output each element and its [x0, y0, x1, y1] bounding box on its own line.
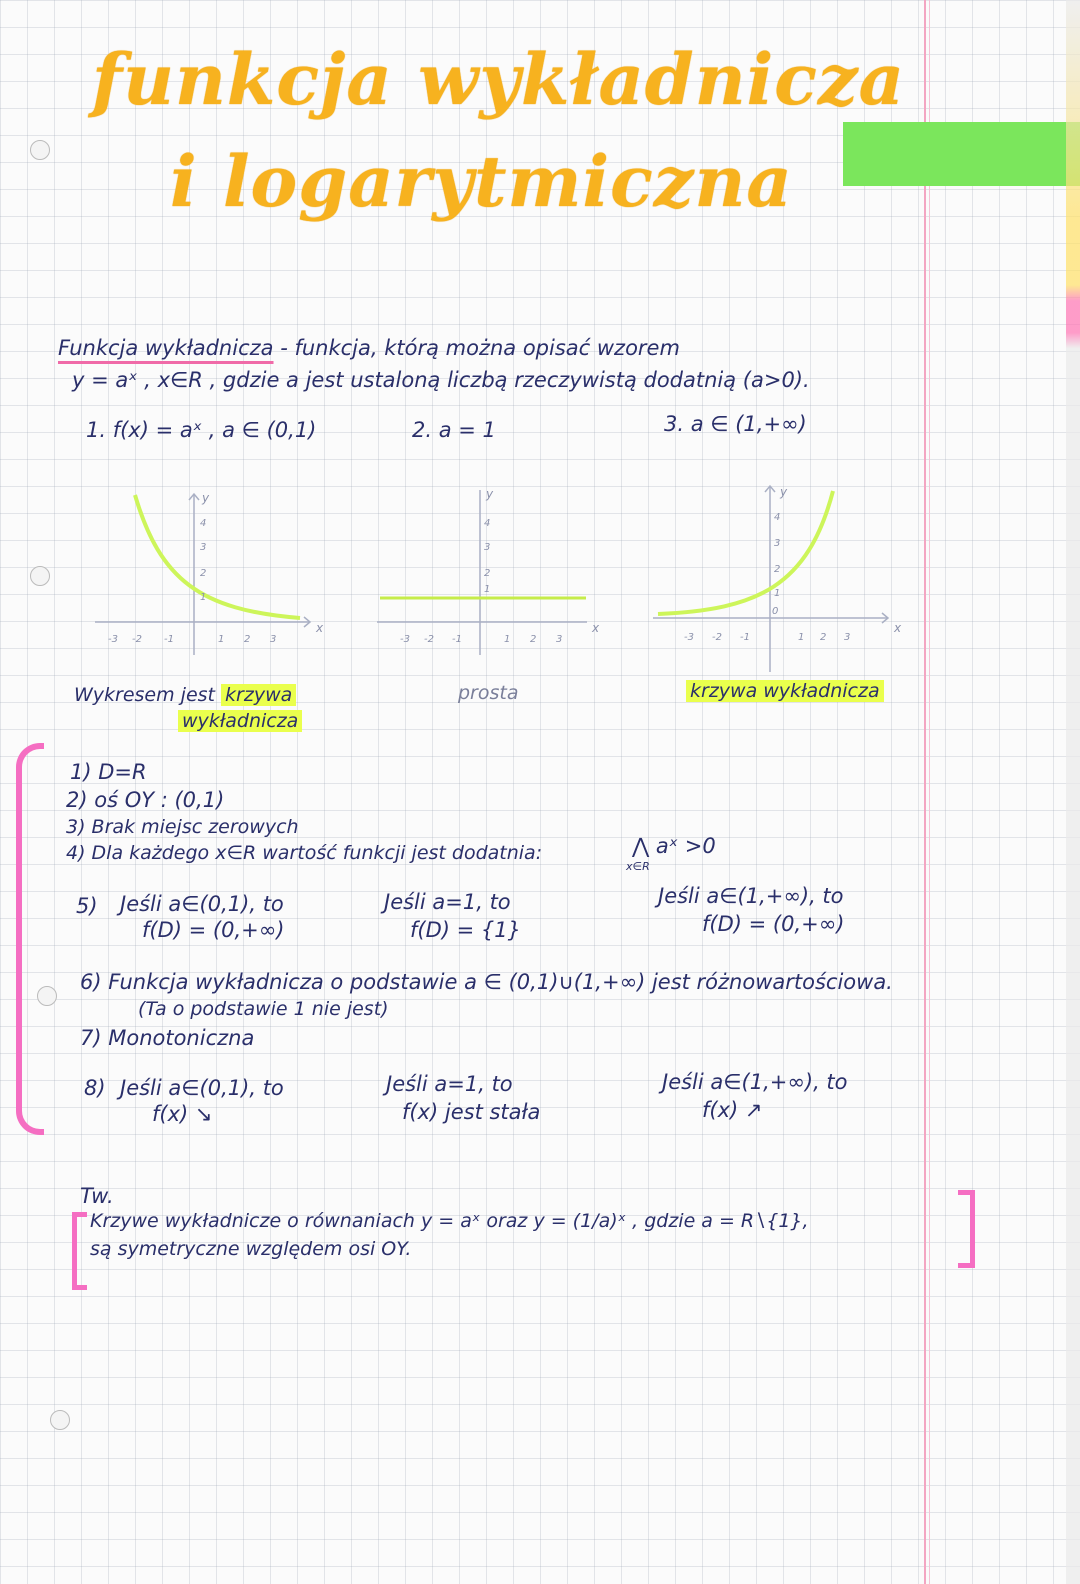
property-8-b-line2: f(x) jest stała — [402, 1100, 541, 1124]
property-6-note: (Ta o podstawie 1 nie jest) — [138, 998, 389, 1020]
x-tick: 3 — [556, 634, 563, 645]
caption-graph-2: prosta — [458, 682, 519, 704]
x-tick: -1 — [164, 634, 174, 645]
page-title-line1: funkcja wykładnicza — [92, 38, 905, 121]
property-8-label: 8) — [84, 1076, 106, 1100]
property-5-label: 5) — [76, 894, 98, 918]
theorem-bracket-left — [72, 1212, 87, 1290]
theorem-bracket-right — [958, 1190, 975, 1268]
property-1: 1) D=R — [70, 760, 147, 784]
caption-graph-1 — [74, 684, 296, 706]
curve-decreasing — [135, 495, 300, 618]
y-tick: 4 — [774, 512, 781, 523]
curve-increasing — [658, 491, 833, 614]
graph-increasing — [648, 476, 908, 676]
property-5-b-line1: Jeśli a=1, to — [384, 890, 511, 914]
x-tick: -1 — [740, 632, 750, 643]
x-axis-label: x — [894, 621, 902, 635]
green-tab-marker — [843, 122, 1080, 186]
definition-line2: y = aˣ , x∈R , gdzie a jest ustaloną liczbą rzeczywistą dodatnią (a>0). — [72, 368, 810, 392]
property-4-subscript: x∈R — [626, 860, 650, 873]
property-6: 6) Funkcja wykładnicza o podstawie a ∈ (0,1)∪(1,+∞) jest różnowartościowa. — [80, 970, 893, 994]
x-axis-label: x — [316, 621, 324, 635]
x-tick: 1 — [798, 632, 805, 643]
y-tick: 1 — [484, 584, 491, 595]
case-3: 3. a ∈ (1,+∞) — [664, 412, 807, 436]
margin-line — [924, 0, 926, 1584]
y-tick: 3 — [484, 542, 491, 553]
caption-highlight: krzywa wykładnicza — [686, 680, 884, 702]
theorem-label: Tw. — [80, 1184, 114, 1208]
y-tick: 3 — [200, 542, 207, 553]
margin-line-secondary — [929, 0, 930, 1584]
x-tick: 2 — [820, 632, 827, 643]
x-axis-label: x — [592, 621, 600, 635]
case-1: 1. f(x) = aˣ , a ∈ (0,1) — [86, 418, 317, 442]
graph-constant — [372, 480, 612, 670]
property-8-a-line2: f(x) ↘ — [152, 1102, 213, 1126]
property-8-b-line1: Jeśli a=1, to — [386, 1072, 513, 1096]
x-tick: -3 — [400, 634, 410, 645]
graph-decreasing — [90, 480, 330, 670]
y-tick: 4 — [484, 518, 491, 529]
y-tick: 2 — [200, 568, 207, 579]
x-tick: -2 — [424, 634, 434, 645]
y-axis-label: y — [202, 491, 210, 505]
theorem-line1: Krzywe wykładnicze o równaniach y = aˣ oraz y = (1/a)ˣ , gdzie a = R∖{1}, — [90, 1210, 809, 1232]
x-tick: -3 — [108, 634, 118, 645]
y-tick: 1 — [200, 592, 207, 603]
y-tick: 2 — [774, 564, 781, 575]
property-5-c-line2: f(D) = (0,+∞) — [702, 912, 845, 936]
property-4: 4) Dla każdego x∈R wartość funkcji jest dodatnia: — [66, 842, 543, 864]
x-tick: 1 — [218, 634, 225, 645]
punch-hole — [50, 1410, 70, 1430]
definition-text: - funkcja, którą można opisać wzorem — [280, 336, 680, 360]
property-8-c-line2: f(x) ↗ — [702, 1098, 763, 1122]
y-tick: 2 — [484, 568, 491, 579]
property-5-b-line2: f(D) = {1} — [410, 918, 521, 942]
x-tick: -1 — [452, 634, 462, 645]
property-7: 7) Monotoniczna — [80, 1026, 255, 1050]
x-tick: 1 — [504, 634, 511, 645]
y-tick: 1 — [774, 588, 781, 599]
property-2: 2) oś OY : (0,1) — [66, 788, 225, 812]
x-tick: 2 — [244, 634, 251, 645]
origin-label: 0 — [772, 606, 779, 617]
y-tick: 3 — [774, 538, 781, 549]
page-edge-tabs — [1066, 0, 1080, 1584]
x-tick: 3 — [844, 632, 851, 643]
page-title-line2: i logarytmiczna — [170, 140, 793, 223]
property-4-math: ⋀ aˣ >0 — [632, 834, 716, 858]
caption-highlight: wykładnicza — [178, 710, 302, 732]
caption-highlight: krzywa — [221, 684, 296, 706]
property-8-c-line1: Jeśli a∈(1,+∞), to — [662, 1070, 848, 1094]
property-5-a-line1: Jeśli a∈(0,1), to — [120, 892, 284, 916]
theorem-line2: są symetryczne względem osi OY. — [90, 1238, 412, 1260]
property-8-a-line1: Jeśli a∈(0,1), to — [120, 1076, 284, 1100]
x-tick: -2 — [712, 632, 722, 643]
case-2: 2. a = 1 — [412, 418, 496, 442]
y-axis-label: y — [486, 487, 494, 501]
punch-hole — [30, 566, 50, 586]
caption-graph-1-line2 — [178, 710, 302, 732]
properties-bracket — [16, 743, 44, 1135]
caption-text: Wykresem jest — [74, 684, 215, 706]
y-tick: 4 — [200, 518, 207, 529]
x-tick: 3 — [270, 634, 277, 645]
x-tick: 2 — [530, 634, 537, 645]
x-tick: -3 — [684, 632, 694, 643]
punch-hole — [30, 140, 50, 160]
property-5-c-line1: Jeśli a∈(1,+∞), to — [658, 884, 844, 908]
property-3: 3) Brak miejsc zerowych — [66, 816, 299, 838]
caption-graph-3 — [686, 680, 884, 702]
definition-line1 — [58, 336, 680, 360]
y-axis-label: y — [780, 485, 788, 499]
x-tick: -2 — [132, 634, 142, 645]
definition-term: Funkcja wykładnicza — [58, 336, 274, 360]
property-5-a-line2: f(D) = (0,+∞) — [142, 918, 285, 942]
